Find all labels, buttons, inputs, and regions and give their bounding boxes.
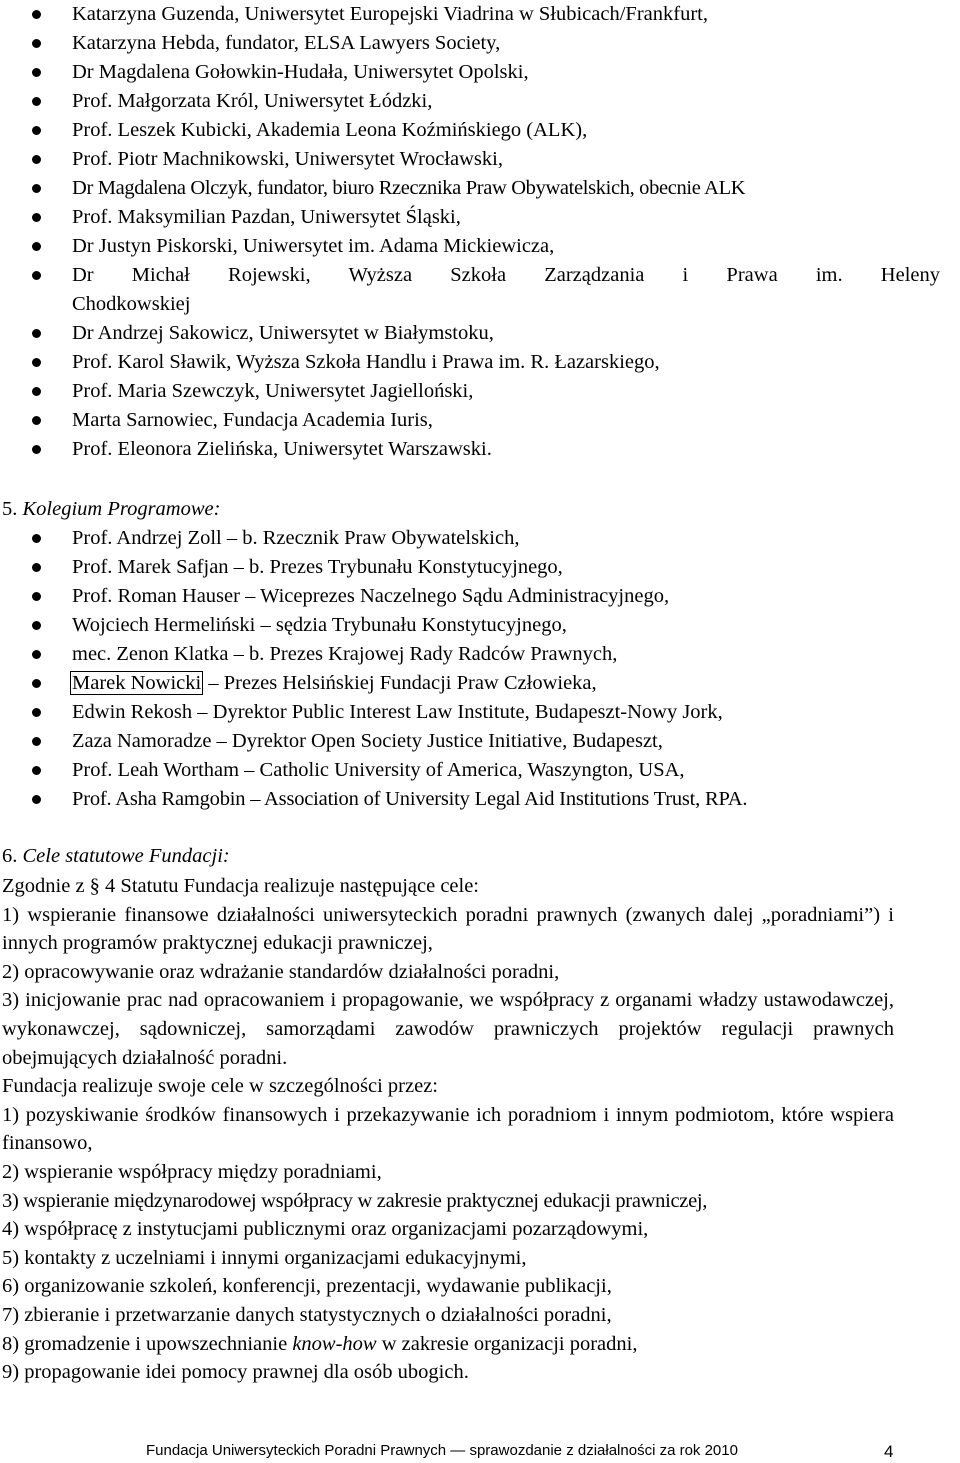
list-item: Prof. Asha Ramgobin – Association of University Legal Aid Institutions Trust, RPA. bbox=[0, 785, 960, 814]
paragraph: 9) propagowanie idei pomocy prawnej dla osób ubogich. bbox=[2, 1361, 469, 1384]
section-title: Kolegium Programowe: bbox=[22, 498, 221, 520]
list-item: Dr Andrzej Sakowicz, Uniwersytet w Białymstoku, bbox=[0, 319, 960, 348]
paragraph: 1) pozyskiwanie środków finansowych i przekazywanie ich poradniom i innym podmiotom, które wspiera finansowo, bbox=[2, 1103, 894, 1155]
members-list bbox=[0, 0, 960, 464]
list-item: Wojciech Hermeliński – sędzia Trybunału Konstytucyjnego, bbox=[0, 611, 960, 640]
page-footer: Fundacja Uniwersyteckich Poradni Prawnych — sprawozdanie z działalności za rok 2010 bbox=[146, 1442, 738, 1459]
list-item: Prof. Andrzej Zoll – b. Rzecznik Praw Obywatelskich, bbox=[0, 524, 960, 553]
paragraph: Zgodnie z § 4 Statutu Fundacja realizuje następujące cele: bbox=[2, 875, 480, 897]
section-heading-goals bbox=[2, 842, 230, 871]
paragraph: Fundacja realizuje swoje cele w szczególności przez: bbox=[2, 1075, 438, 1098]
paragraph: 1) wspieranie finansowe działalności uniwersyteckich poradni prawnych (zwanych dalej „poradniami”) i innych programów praktycznej edukacji prawniczej, bbox=[2, 903, 894, 955]
page-number: 4 bbox=[884, 1442, 894, 1461]
list-item: Prof. Maksymilian Pazdan, Uniwersytet Śląski, bbox=[0, 203, 960, 232]
list-item: Prof. Małgorzata Król, Uniwersytet Łódzki, bbox=[0, 87, 960, 116]
list-item: Prof. Piotr Machnikowski, Uniwersytet Wrocławski, bbox=[0, 145, 960, 174]
list-item: Katarzyna Guzenda, Uniwersytet Europejski Viadrina w Słubicach/Frankfurt, bbox=[0, 0, 960, 29]
section-title: Cele statutowe Fundacji: bbox=[22, 845, 230, 867]
list-item bbox=[0, 669, 960, 698]
list-item bbox=[0, 261, 960, 319]
list-item: Katarzyna Hebda, fundator, ELSA Lawyers Society, bbox=[0, 29, 960, 58]
paragraph: 4) współpracę z instytucjami publicznymi oraz organizacjami pozarządowymi, bbox=[2, 1218, 649, 1241]
list-item: Dr Justyn Piskorski, Uniwersytet im. Adama Mickiewicza, bbox=[0, 232, 960, 261]
list-item: Dr Magdalena Gołowkin-Hudała, Uniwersytet Opolski, bbox=[0, 58, 960, 87]
section-heading-college bbox=[2, 495, 220, 524]
list-item: Dr Magdalena Olczyk, fundator, biuro Rzecznika Praw Obywatelskich, obecnie ALK bbox=[0, 174, 960, 203]
italic-term: know-how bbox=[292, 1332, 377, 1355]
paragraph: 2) wspieranie współpracy między poradniami, bbox=[2, 1160, 382, 1183]
paragraph-text: w zakresie organizacji poradni, bbox=[376, 1332, 638, 1355]
list-item: Prof. Eleonora Zielińska, Uniwersytet Warszawski. bbox=[0, 435, 960, 464]
list-item: Edwin Rekosh – Dyrektor Public Interest Law Institute, Budapeszt-Nowy Jork, bbox=[0, 698, 960, 727]
list-item: Prof. Maria Szewczyk, Uniwersytet Jagielloński, bbox=[0, 377, 960, 406]
list-item: Marta Sarnowiec, Fundacja Academia Iuris, bbox=[0, 406, 960, 435]
paragraph: 7) zbieranie i przetwarzanie danych statystycznych o działalności poradni, bbox=[2, 1303, 612, 1326]
list-item-line: Chodkowskiej bbox=[72, 293, 191, 315]
college-list bbox=[0, 524, 960, 814]
section-number: 6. bbox=[2, 845, 18, 867]
paragraph-text: 8) gromadzenie i upowszechnianie bbox=[2, 1332, 293, 1355]
paragraph: 5) kontakty z uczelniami i innymi organizacjami edukacyjnymi, bbox=[2, 1246, 527, 1269]
goals-body bbox=[2, 872, 894, 1387]
list-item: Prof. Leah Wortham – Catholic University of America, Waszyngton, USA, bbox=[0, 756, 960, 785]
paragraph: 3) inicjowanie prac nad opracowaniem i propagowanie, we współpracy z organami władzy ustawodawczej, wykonawczej, sądowniczej, samorządami zawodów prawniczych projektów regulacji prawnych obejmujących działalność poradni. bbox=[2, 989, 894, 1069]
list-item-text: – Prezes Helsińskiej Fundacji Praw Człowieka, bbox=[203, 672, 597, 694]
list-item: Zaza Namoradze – Dyrektor Open Society Justice Initiative, Budapeszt, bbox=[0, 727, 960, 756]
list-item: Prof. Roman Hauser – Wiceprezes Naczelnego Sądu Administracyjnego, bbox=[0, 582, 960, 611]
section-number: 5. bbox=[2, 498, 18, 520]
list-item: mec. Zenon Klatka – b. Prezes Krajowej Rady Radców Prawnych, bbox=[0, 640, 960, 669]
list-item: Prof. Marek Safjan – b. Prezes Trybunału Konstytucyjnego, bbox=[0, 553, 960, 582]
paragraph: 6) organizowanie szkoleń, konferencji, prezentacji, wydawanie publikacji, bbox=[2, 1275, 612, 1298]
list-item: Prof. Karol Sławik, Wyższa Szkoła Handlu i Prawa im. R. Łazarskiego, bbox=[0, 348, 960, 377]
list-item-line: Dr Michał Rojewski, Wyższa Szkoła Zarządzania i Prawa im. Heleny bbox=[72, 264, 940, 286]
paragraph: 2) opracowywanie oraz wdrażanie standardów działalności poradni, bbox=[2, 960, 560, 983]
paragraph bbox=[2, 1330, 894, 1359]
highlighted-name: Marek Nowicki bbox=[72, 672, 202, 694]
paragraph: 3) wspieranie międzynarodowej współpracy w zakresie praktycznej edukacji prawniczej, bbox=[2, 1189, 708, 1212]
list-item: Prof. Leszek Kubicki, Akademia Leona Koźmińskiego (ALK), bbox=[0, 116, 960, 145]
